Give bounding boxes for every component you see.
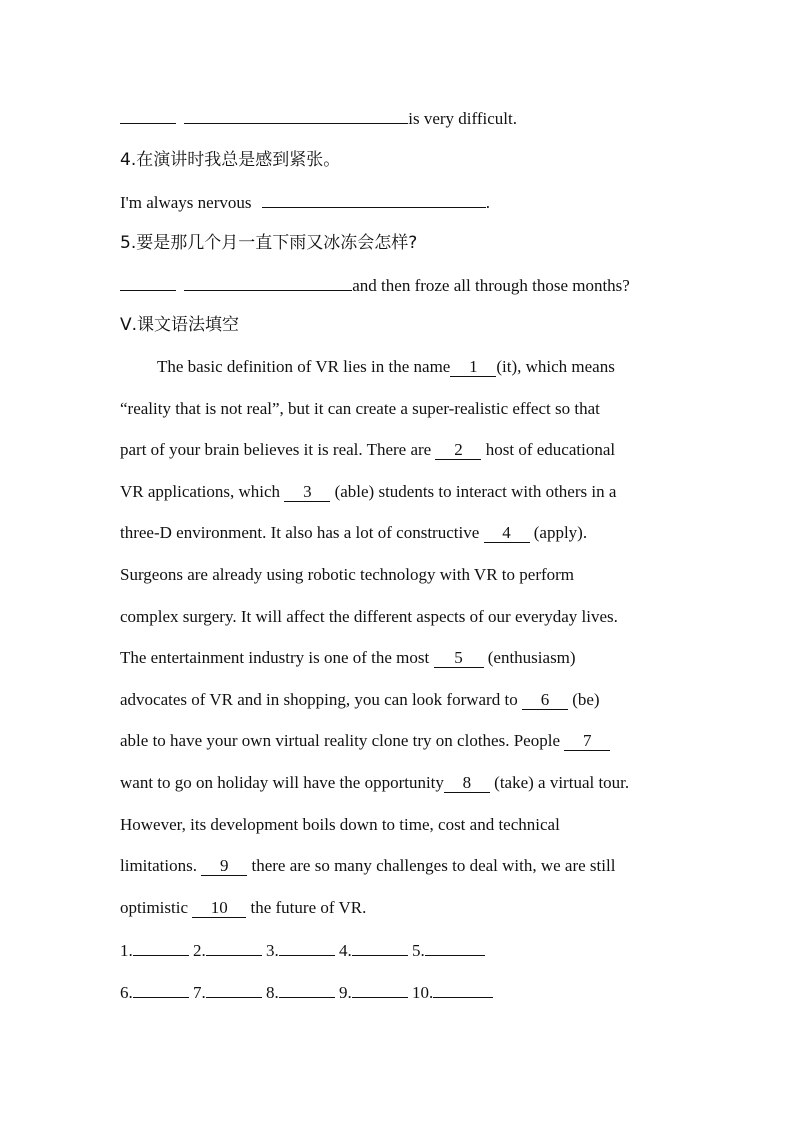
answer-blank[interactable] [425, 939, 485, 956]
passage-line-11: want to go on holiday will have the opportunity 8 (take) a virtual tour. [120, 773, 630, 792]
passage-line-3: part of your brain believes it is real. There are 2 host of educational [120, 440, 616, 459]
passage-line-6: Surgeons are already using robotic technology with VR to perform [120, 565, 575, 584]
answer-blank[interactable] [133, 939, 189, 956]
answer-blank[interactable] [262, 191, 486, 208]
gap-6[interactable]: 6 [522, 691, 568, 710]
passage-line-10: able to have your own virtual reality clone try on clothes. People 7 [120, 731, 610, 751]
answer-blank[interactable] [352, 981, 408, 998]
answer-blank[interactable] [120, 274, 176, 291]
gap-4[interactable]: 4 [484, 524, 530, 543]
item4-answer-line [120, 191, 490, 211]
answer-label: 2. [193, 941, 206, 960]
passage-line-13: limitations. 9 there are so many challenges to deal with, we are still [120, 856, 616, 875]
passage-line-12: However, its development boils down to time, cost and technical [120, 815, 560, 834]
gap-5[interactable]: 5 [434, 649, 484, 668]
answer-blank[interactable] [352, 939, 408, 956]
answer-label: 1. [120, 941, 133, 960]
passage-line-9: advocates of VR and in shopping, you can look forward to 6 (be) [120, 690, 600, 709]
answer-label: 9. [339, 983, 352, 1002]
answer-label: 5. [412, 941, 425, 960]
answer-blank[interactable] [120, 107, 176, 124]
passage-line-14: optimistic 10 the future of VR. [120, 898, 367, 917]
passage-line-1: The basic definition of VR lies in the name 1 (it), which means [157, 357, 615, 376]
answer-blank[interactable] [279, 939, 335, 956]
gap-2[interactable]: 2 [435, 441, 481, 460]
passage-line-5: three-D environment. It also has a lot of constructive 4 (apply). [120, 523, 588, 542]
item3-answer-line [120, 107, 517, 127]
answer-label: 3. [266, 941, 279, 960]
passage-line-8: The entertainment industry is one of the most 5 (enthusiasm) [120, 648, 576, 667]
item4-period: . [485, 193, 490, 212]
gap-8[interactable]: 8 [444, 774, 490, 793]
item5-text: and then froze all through those months? [352, 276, 630, 295]
answer-label: 4. [339, 941, 352, 960]
gap-7[interactable]: 7 [564, 732, 610, 751]
answer-row-2 [120, 981, 493, 1001]
passage-line-4: VR applications, which 3 (able) students to interact with others in a [120, 482, 617, 501]
answer-blank[interactable] [184, 107, 408, 124]
answer-row-1 [120, 939, 485, 959]
gap-10[interactable]: 10 [192, 899, 246, 918]
answer-label: 6. [120, 983, 133, 1002]
answer-label: 7. [193, 983, 206, 1002]
answer-blank[interactable] [433, 981, 493, 998]
item4-english: I'm always nervous [120, 193, 252, 212]
answer-blank[interactable] [279, 981, 335, 998]
answer-label: 10. [412, 983, 434, 1002]
gap-3[interactable]: 3 [284, 483, 330, 502]
section5-heading: Ⅴ.课文语法填空 [120, 315, 240, 335]
gap-9[interactable]: 9 [201, 857, 247, 876]
item4-chinese: 4.在演讲时我总是感到紧张。 [120, 150, 341, 170]
item3-text: is very difficult. [408, 109, 517, 128]
item5-chinese: 5.要是那几个月一直下雨又冰冻会怎样? [120, 233, 418, 253]
passage-line-2: “reality that is not real”, but it can create a super-realistic effect so that [120, 399, 600, 418]
answer-label: 8. [266, 983, 279, 1002]
passage-line-7: complex surgery. It will affect the different aspects of our everyday lives. [120, 607, 618, 626]
answer-blank[interactable] [206, 939, 262, 956]
answer-blank[interactable] [184, 274, 352, 291]
item5-answer-line [120, 274, 630, 294]
answer-blank[interactable] [133, 981, 189, 998]
answer-blank[interactable] [206, 981, 262, 998]
gap-1[interactable]: 1 [450, 358, 496, 377]
